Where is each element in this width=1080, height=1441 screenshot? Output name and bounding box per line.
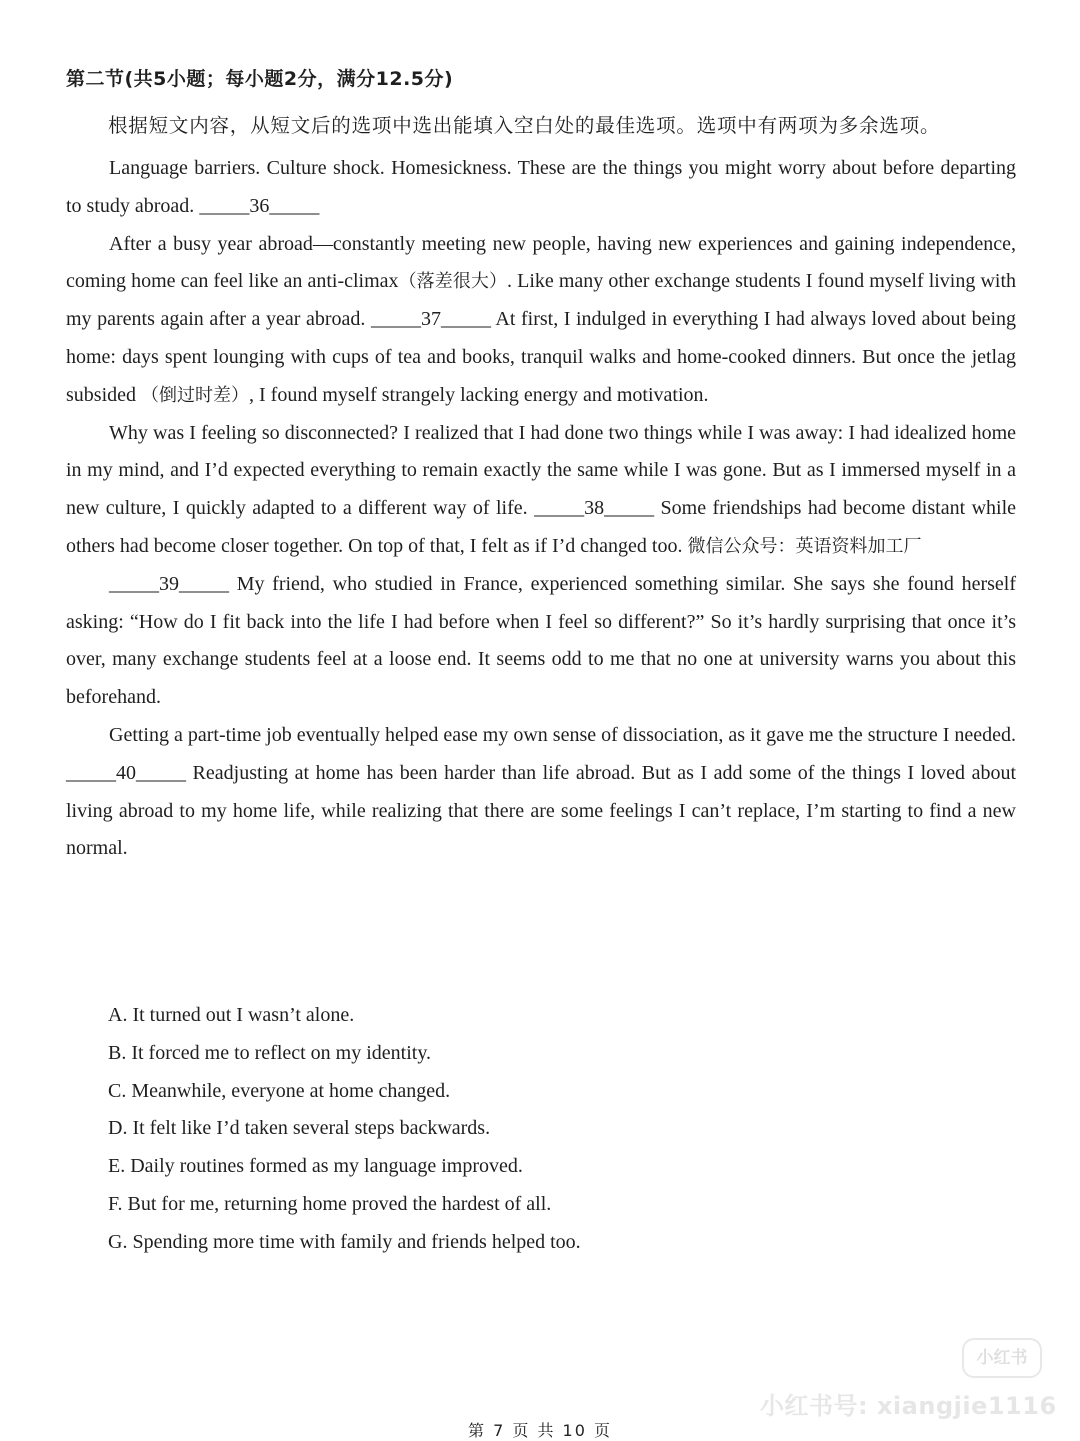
paragraph-2-note1: （落差很大） — [398, 271, 508, 293]
blank-37: _____37_____ — [370, 308, 491, 331]
paragraph-2-note2: （倒过时差） — [141, 384, 249, 406]
paragraph-1 — [66, 150, 1016, 226]
paragraph-3 — [66, 415, 1016, 566]
paragraph-3-part1: Why was I feeling so disconnected? I realized that I had done two things while I was away: I had idealized home in my mind, and I’d expected everything to remain exactly the same while I was gone. But as I immersed myself in a new culture, I quickly adapted to a different way of life. — [66, 421, 1016, 520]
option-e: E. Daily routines formed as my language improved. — [108, 1155, 523, 1178]
reading-passage — [66, 150, 1016, 868]
option-b: B. It forced me to reflect on my identity. — [108, 1041, 432, 1064]
watermark-id: 小红书号: xiangjie1116 — [760, 1392, 1057, 1420]
blank-36: _____36_____ — [199, 194, 320, 217]
paragraph-2-part2: . Like many other exchange students I found myself living with my parents again after a year abroad. — [66, 270, 1016, 331]
blank-40: _____40_____ — [66, 761, 186, 784]
watermark-logo: 小红书 — [962, 1338, 1042, 1378]
paragraph-2 — [66, 226, 1016, 415]
blank-38: _____38_____ — [534, 497, 655, 520]
answer-options — [108, 997, 581, 1262]
paragraph-1-text: Language barriers. Culture shock. Homesickness. These are the things you might worry about before departing to study abroad. — [66, 157, 1016, 217]
wechat-note: 微信公众号：英语资料加工厂 — [687, 535, 922, 557]
option-g: G. Spending more time with family and friends helped too. — [108, 1230, 581, 1253]
page-number: 第 7 页 共 10 页 — [468, 1421, 612, 1440]
paragraph-2-part4: , I found myself strangely lacking energy and motivation. — [249, 383, 709, 406]
paragraph-4-text: My friend, who studied in France, experienced something similar. She says she found herself asking: “How do I fit back into the life I had before when I feel so different?” So it’s hardly surprising that once it’s over, many exchange students feel at a loose end. It seems odd to me that no one at university warns you about this beforehand. — [66, 572, 1017, 709]
paragraph-5-part1: Getting a part-time job eventually helped ease my own sense of dissociation, as it gave me the structure I needed. — [109, 723, 1016, 746]
option-c: C. Meanwhile, everyone at home changed. — [108, 1079, 451, 1102]
paragraph-2-part3: At first, I indulged in everything I had always loved about being home: days spent lounging with cups of tea and books, tranquil walks and home-cooked dinners. But once the jetlag subsided — [66, 308, 1016, 406]
instructions: 根据短文内容，从短文后的选项中选出能填入空白处的最佳选项。选项中有两项为多余选项。 — [108, 114, 941, 137]
option-d: D. It felt like I’d taken several steps backwards. — [108, 1117, 491, 1140]
option-f: F. But for me, returning home proved the hardest of all. — [108, 1192, 552, 1215]
paragraph-5 — [66, 717, 1016, 868]
paragraph-2-part1: After a busy year abroad—constantly meeting new people, having new experiences and gaining independence, coming home can feel like an anti-climax — [66, 232, 1016, 293]
paragraph-4 — [66, 566, 1016, 717]
blank-39: _____39_____ — [109, 572, 229, 595]
paragraph-3-part2: Some friendships had become distant while others had become closer together. On top of that, I felt as if I’d changed too. — [66, 497, 1017, 557]
paragraph-5-part2: Readjusting at home has been harder than life abroad. But as I add some of the things I loved about living abroad to my home life, while realizing that there are some feelings I can’t replace, I’m starting to find a new normal. — [66, 761, 1017, 860]
option-a: A. It turned out I wasn’t alone. — [108, 1004, 355, 1026]
section-title: 第二节(共5小题；每小题2分，满分12.5分) — [66, 68, 454, 90]
